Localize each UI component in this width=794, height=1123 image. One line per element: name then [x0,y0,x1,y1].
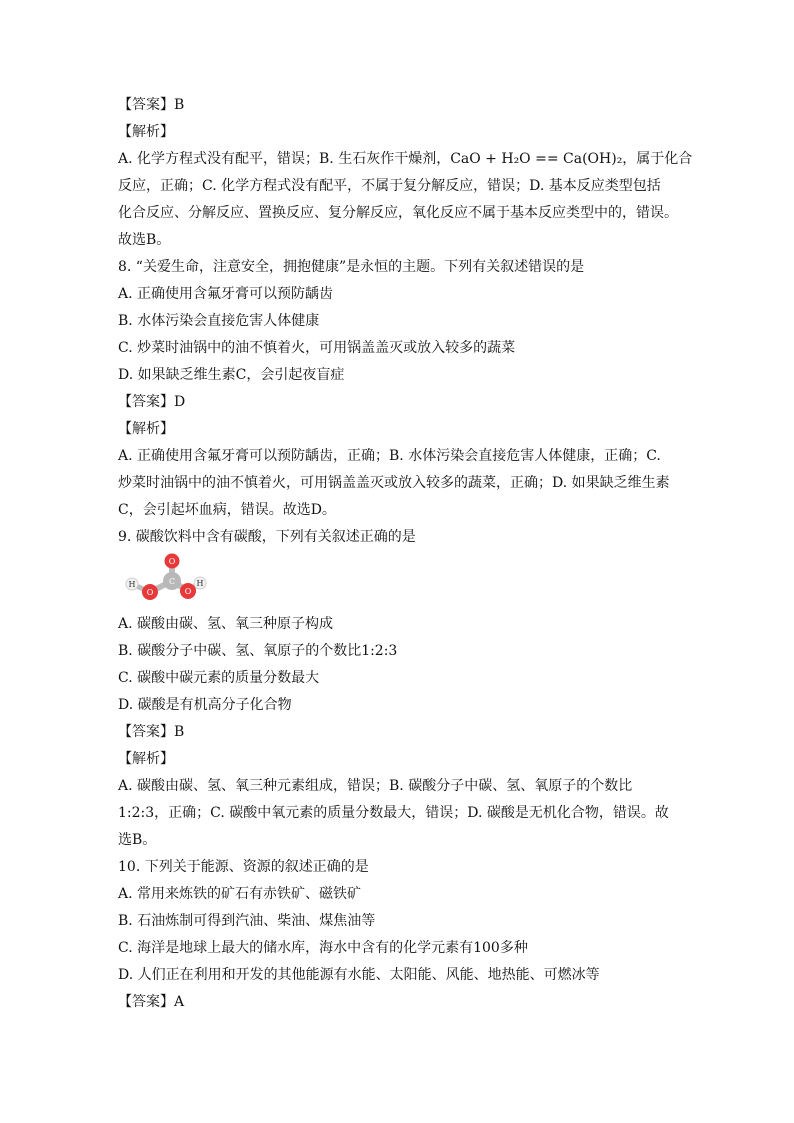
hydrogen-atom-left-label: H [128,580,136,589]
q7-analysis-line-3: 化合反应、分解反应、置换反应、复分解反应，氧化反应不属于基本反应类型中的，错误。 [118,205,678,221]
q10-option-b: B. 石油炼制可得到汽油、柴油、煤焦油等 [118,913,376,929]
q8-option-a: A. 正确使用含氟牙膏可以预防龋齿 [118,286,334,302]
q9-answer-line: 【答案】B [118,724,185,740]
text-block-lower [118,611,678,1016]
q10-option-d: D. 人们正在利用和开发的其他能源有水能、太阳能、风能、地热能、可燃冰等 [118,967,600,983]
document-content [118,92,693,1016]
oxygen-atom-right-label: O [184,587,192,596]
q8-analysis-line-1: A. 正确使用含氟牙膏可以预防龋齿，正确；B. 水体污染会直接危害人体健康，正确；C. [118,448,661,464]
text-block-upper [118,92,693,551]
q9-option-d: D. 碳酸是有机高分子化合物 [118,697,292,713]
q9-option-a: A. 碳酸由碳、氢、氧三种原子构成 [118,616,334,632]
q7-answer-line: 【答案】B [118,97,185,113]
q8-analysis-label: 【解析】 [118,421,174,437]
q10-question: 10. 下列关于能源、资源的叙述正确的是 [118,859,369,875]
q8-question: 8. “关爱生命，注意安全，拥抱健康”是永恒的主题。下列有关叙述错误的是 [118,259,585,275]
q7-analysis-line-4: 故选B。 [118,232,171,248]
q9-question: 9. 碳酸饮料中含有碳酸，下列有关叙述正确的是 [118,529,416,545]
q8-answer-line: 【答案】D [118,394,186,410]
oxygen-atom-left-label: O [146,588,154,597]
q7-analysis-line-2: 反应，正确；C. 化学方程式没有配平，不属于复分解反应，错误；D. 基本反应类型包括 [118,178,661,194]
q10-answer-line: 【答案】A [118,994,185,1010]
q8-option-c: C. 炒菜时油锅中的油不慎着火，可用锅盖盖灭或放入较多的蔬菜 [118,340,516,356]
q8-analysis-line-2: 炒菜时油锅中的油不慎着火，可用锅盖盖灭或放入较多的蔬菜，正确；D. 如果缺乏维生素 [118,475,670,491]
q10-option-c: C. 海洋是地球上最大的储水库，海水中含有的化学元素有100多种 [118,940,528,956]
q9-option-c: C. 碳酸中碳元素的质量分数最大 [118,670,320,686]
carbonic-acid-molecule-image [120,553,220,611]
q9-analysis-line-1: A. 碳酸由碳、氢、氧三种元素组成，错误；B. 碳酸分子中碳、氢、氧原子的个数比 [118,778,633,794]
hydrogen-atom-right-label: H [196,579,204,588]
q8-option-b: B. 水体污染会直接危害人体健康 [118,313,320,329]
oxygen-atom-top-label: O [168,557,176,566]
q9-analysis-line-2: 1:2:3，正确；C. 碳酸中氧元素的质量分数最大，错误；D. 碳酸是无机化合物，错误。故 [118,805,669,821]
carbonic-acid-molecule-figure [120,553,220,611]
q10-option-a: A. 常用来炼铁的矿石有赤铁矿、磁铁矿 [118,886,362,902]
q7-analysis-label: 【解析】 [118,124,174,140]
q9-analysis-label: 【解析】 [118,751,174,767]
q8-option-d: D. 如果缺乏维生素C，会引起夜盲症 [118,367,345,383]
q9-analysis-line-3: 选B。 [118,832,157,848]
q9-option-b: B. 碳酸分子中碳、氢、氧原子的个数比1:2:3 [118,643,398,659]
q7-analysis-line-1: A. 化学方程式没有配平，错误；B. 生石灰作干燥剂，CaO + H₂O == Ca(OH)₂，属于化合 [118,151,693,167]
q8-analysis-line-3: C，会引起坏血病，错误。故选D。 [118,502,336,518]
carbon-atom-center-label: C [168,577,176,586]
